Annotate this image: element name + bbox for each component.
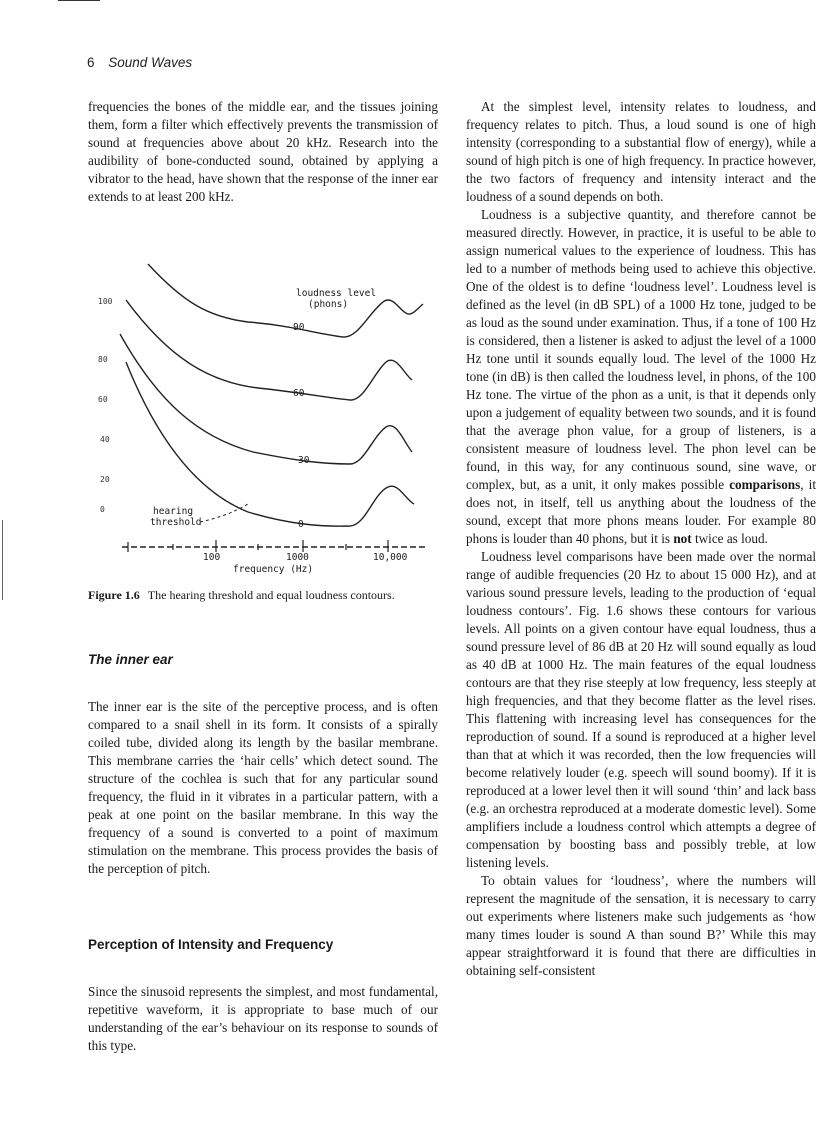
legend-line-1: loudness level xyxy=(296,288,377,299)
right-paragraph-4: To obtain values for ‘loudness’, where the numbers will represent the magnitude of the sensation, it is necessary to carry out experiments where listeners make such judgements as ‘how many times louder is sound A than sound B?’ While this may appear straightforward it is found that there are difficulties in obtaining self-consistent xyxy=(466,873,816,978)
loudness-contours-plot xyxy=(88,242,438,580)
margin-mark xyxy=(2,520,3,600)
caption-text: The hearing threshold and equal loudness contours. xyxy=(147,588,395,602)
svg-text:20: 20 xyxy=(100,475,110,484)
threshold-leader xyxy=(200,504,248,522)
threshold-label-1: hearing xyxy=(153,506,194,517)
svg-text:100: 100 xyxy=(98,297,113,306)
svg-text:80: 80 xyxy=(98,355,108,364)
para2-part-b: , it does not, in itself, tell us anything about the loudness of the sound, except that more phons means louder. For example 80 phons is louder than 40 phons, but it is xyxy=(466,477,816,546)
right-paragraph-3: Loudness level comparisons have been made over the normal range of audible frequencies (20 Hz to about 15 000 Hz), and at various sound pressure levels, leading to the production of ‘equal loudness contours’. Fig. 1.6 shows these contours for various levels. All points on a given contour have equal loudness, thus a sound pressure level of 86 dB at 20 Hz will sound equally as loud as 40 dB at 1000 Hz. The main features of the equal loudness contours are that they rise steeply at low frequency, less steeply at high frequencies, and that they become flatter as the level rises. This flattening with increasing level has consequences for the reproduction of sound. If a sound is reproduced at a higher level than that at which it was recorded, then the low frequencies will become relatively louder (e.g. speech will sound boomy). If it is reproduced at a lower level then it will sound ‘thin’ and lack bass (e.g. an orchestra reproduced at a moderate domestic level). Some amplifiers include a loudness control which attempts a degree of compensation by boosting bass and possibly treble, at low listening levels. xyxy=(466,549,816,870)
para2-part-c: twice as loud. xyxy=(691,531,768,546)
running-header xyxy=(87,55,192,70)
book-title: Sound Waves xyxy=(108,55,193,70)
x-axis-label: frequency (Hz) xyxy=(233,564,314,575)
svg-text:60: 60 xyxy=(98,395,108,404)
left-paragraph-2 xyxy=(88,698,438,878)
right-paragraph-2 xyxy=(466,206,816,548)
left-paragraph-1 xyxy=(88,98,438,206)
figure-equal-loudness xyxy=(88,242,438,580)
para2-bold-comparisons: comparisons xyxy=(729,477,801,492)
para2-bold-not: not xyxy=(673,531,692,546)
heading-perception: Perception of Intensity and Frequency xyxy=(88,937,334,952)
contour-label-30: 30 xyxy=(298,455,310,466)
svg-text:0: 0 xyxy=(100,505,105,514)
left-paragraph-3 xyxy=(88,983,438,1055)
x-tick-100: 100 xyxy=(203,552,221,563)
paragraph-text: The inner ear is the site of the perceptive process, and is often compared to a snail shell in its form. It consists of a spirally coiled tube, divided along its length by the basilar membrane. This membrane carries the ‘hair cells’ which detect sound. The structure of the cochlea is such that for any particular sound frequency, the fluid in it vibrates in a particular pattern, with a peak at one point on the basilar membrane. In this way the frequency of a sound is converted to a point of maximum stimulation on the membrane. This process provides the basis of the perception of pitch. xyxy=(88,699,438,876)
contour-label-90: 90 xyxy=(293,322,305,333)
contour-label-60: 60 xyxy=(293,388,305,399)
right-paragraph-1: At the simplest level, intensity relates to loudness, and frequency relates to pitch. Thus, a loud sound is one of high intensity (corresponding to a substantial flow of energy), while a sound of high pitch is one of high frequency. In practice however, the two factors of frequency and intensity interact and the loudness of a sound depends on both. xyxy=(466,99,816,204)
svg-text:40: 40 xyxy=(100,435,110,444)
figure-label: Figure 1.6 xyxy=(88,588,140,602)
paragraph-text: frequencies the bones of the middle ear, and the tissues joining them, form a filter which effectively prevents the transmission of sound at frequencies above about 20 kHz. Research into the audibility of bone-conducted sound, obtained by applying a vibrator to the head, have shown that the response of the inner ear extends to at least 200 kHz. xyxy=(88,99,438,204)
contour-label-0: 0 xyxy=(298,519,304,530)
y-axis-labels xyxy=(98,297,113,514)
contour-30 xyxy=(120,334,412,464)
threshold-label-2: threshold xyxy=(150,517,202,528)
right-column xyxy=(466,98,816,980)
paragraph-text: Since the sinusoid represents the simplest, and most fundamental, repetitive waveform, it is appropriate to base much of our understanding of the ear’s behaviour on its response to sounds of this type. xyxy=(88,984,438,1053)
x-tick-1000: 1000 xyxy=(286,552,309,563)
top-rule xyxy=(58,0,100,1)
heading-inner-ear: The inner ear xyxy=(88,652,173,667)
para2-part-a: Loudness is a subjective quantity, and therefore cannot be measured directly. However, in practice, it is useful to be able to assign numerical values to the experience of loudness. This has led to a number of methods being used to achieve this objective. One of the oldest is to define ‘loudness level’. Loudness level is defined as the level (in dB SPL) of a 1000 Hz tone, judged to be as loud as the sound under examination. Thus, if a tone of 100 Hz is considered, then a listener is asked to adjust the level of a 1000 Hz tone until it sounds equally loud. The level of the 1000 Hz tone (in dB) is then called the loudness level, in phons, of the 100 Hz tone. The virtue of the phon as a unit, is that it depends only upon a judgement of equality between two sounds, and it is found that the average phon value, for a group of listeners, is a consistent measure of loudness level. The phon level can be found, in this way, for any continuous sound, sine wave, or complex, but, as a unit, it only makes possible xyxy=(466,207,816,492)
page-number: 6 xyxy=(87,55,95,70)
legend-line-2: (phons) xyxy=(308,299,349,310)
figure-caption xyxy=(88,587,443,603)
contour-90 xyxy=(148,264,423,337)
contour-60 xyxy=(126,300,412,400)
x-tick-10000: 10,000 xyxy=(373,552,408,563)
x-ticks xyxy=(128,540,388,552)
